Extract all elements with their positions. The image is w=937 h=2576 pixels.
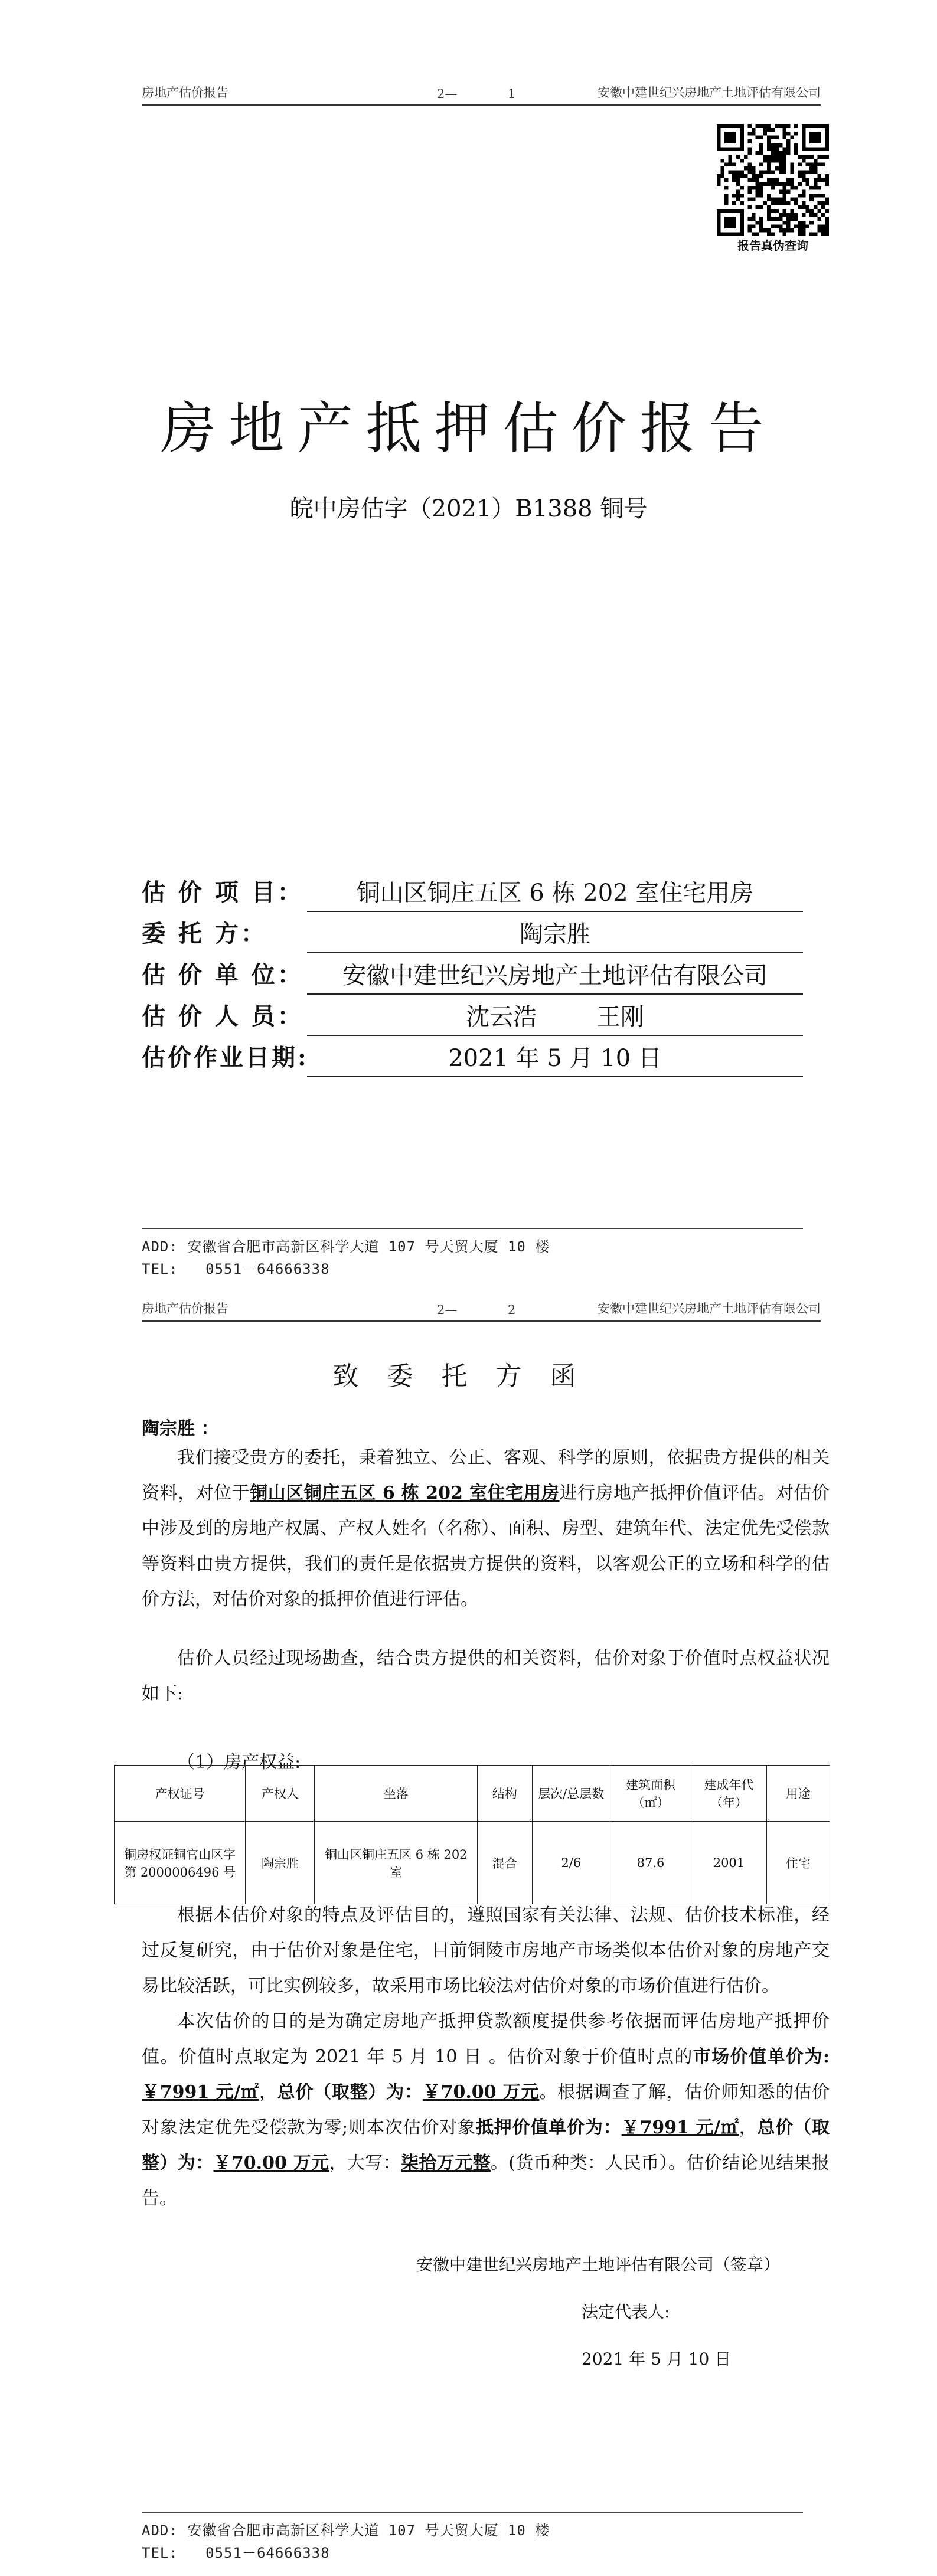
cell-structure: 混合: [478, 1822, 532, 1904]
conclusion-text: ，: [259, 2082, 277, 2103]
cell-floor: 2/6: [532, 1822, 610, 1904]
cell-area: 87.6: [610, 1822, 691, 1904]
conclusion-text: 本次估价的目的是为确定房地产抵押贷款额度提供参考依据而评估房地产抵押价值。价值时点取定为 2021 年 5 月 10 日 。估价对象于价值时点的: [142, 2011, 830, 2067]
footer-divider: [142, 1228, 803, 1229]
property-rights-table: [114, 1765, 830, 1904]
footer-phone: TEL: 0551－64666338: [142, 1261, 330, 1277]
header-report-name: 房地产估价报告: [142, 86, 228, 100]
market-unit-label: 市场价值单价为:: [693, 2047, 830, 2067]
info-value: 安徽中建世纪兴房地产土地评估有限公司: [307, 960, 803, 995]
property-address: 铜山区铜庄五区 6 栋 202 室住宅用房: [250, 1483, 560, 1503]
footer-phone: TEL: 0551－64666338: [142, 2545, 330, 2561]
qr-caption: 报告真伪查询: [737, 238, 808, 253]
letter-title: 致委托方函: [332, 1361, 605, 1391]
header-company: 安徽中建世纪兴房地产土地评估有限公司: [598, 1302, 821, 1316]
cell-year: 2001: [691, 1822, 766, 1904]
property-rights-label: （1）房产权益:: [177, 1752, 301, 1773]
info-row-date: [142, 1036, 803, 1077]
market-unit-price: ￥7991 元/㎡: [142, 2082, 259, 2103]
total-in-words: 柒拾万元整: [401, 2153, 491, 2173]
col-header: 结构: [478, 1766, 532, 1822]
cell-certificate-no: 铜房权证铜官山区字第 2000006496 号: [115, 1822, 246, 1904]
mortgage-unit-price: ￥7991 元/㎡: [621, 2117, 739, 2138]
header-page-prefix: 2—: [437, 1303, 458, 1317]
paragraph-conclusion: [142, 2004, 830, 2217]
mortgage-total-label: 总价（取整）为：: [142, 2117, 830, 2173]
mortgage-unit-label: 抵押价值单价为：: [475, 2117, 622, 2138]
signature-date: 2021 年 5 月 10 日: [582, 2349, 732, 2369]
header-page-number: 1: [508, 87, 516, 101]
info-row-client: [142, 912, 803, 953]
running-header: [142, 81, 821, 106]
info-label: 估 价 人 员：: [142, 1002, 303, 1030]
cell-location: 铜山区铜庄五区 6 栋 202 室: [315, 1822, 478, 1904]
col-header: 用途: [766, 1766, 830, 1822]
mortgage-total-price: ￥70.00 万元: [213, 2153, 329, 2173]
info-row-project: [142, 871, 803, 912]
col-header: 产权证号: [115, 1766, 246, 1822]
info-row-appraisers: [142, 995, 803, 1036]
running-header: [142, 1297, 821, 1322]
conclusion-text: 。(货币种类：人民币）。估价结论见结果报告。: [142, 2153, 830, 2209]
report-title: 房地产抵押估价报告: [160, 397, 777, 461]
col-header: 产权人: [246, 1766, 315, 1822]
info-value: 沈云浩 王刚: [307, 1002, 803, 1036]
market-total-price: ￥70.00 万元: [422, 2082, 540, 2103]
footer-address: ADD: 安徽省合肥市高新区科学大道 107 号天贸大厦 10 楼: [142, 2522, 550, 2539]
paragraph-method: 根据本估价对象的特点及评估目的，遵照国家有关法律、法规、估价技术标准，经过反复研究，由于估价对象是住宅，目前铜陵市房地产市场类似本估价对象的房地产交易比较活跃，可比实例较多，故采用市场比较法对估价对象的市场价值进行估价。: [142, 1905, 830, 1996]
signature-company: 安徽中建世纪兴房地产土地评估有限公司（签章）: [416, 2255, 781, 2274]
conclusion-text: 。根据调查了解，估价师知悉的估价对象法定优先受偿款为零;则本次估价对象: [142, 2082, 830, 2138]
salutation: 陶宗胜 ：: [142, 1418, 219, 1439]
header-report-name: 房地产估价报告: [142, 1302, 228, 1316]
info-label: 估 价 项 目：: [142, 878, 303, 906]
col-header: 层次/总层数: [532, 1766, 610, 1822]
info-label: 委 托 方：: [142, 920, 267, 947]
col-header: 建成年代（年）: [691, 1766, 766, 1822]
cell-usage: 住宅: [766, 1822, 830, 1904]
info-row-appraiser-unit: [142, 953, 803, 995]
col-header: 坐落: [315, 1766, 478, 1822]
para1-text-a: 我们接受贵方的委托，秉着独立、公正、客观、科学的原则，依据贵方提供的相关资料，对位于: [142, 1447, 830, 1503]
info-label: 估 价 单 位：: [142, 961, 303, 989]
para1-text-c: 进行房地产抵押价值评估。对估价中涉及到的房地产权属、产权人姓名（名称）、面积、房型、建筑年代、法定优先受偿款等资料由贵方提供，我们的责任是依据贵方提供的资料，以客观公正的立场和科学的估价方法，对估价对象的抵押价值进行评估。: [142, 1483, 830, 1610]
signature-representative: 法定代表人:: [582, 2302, 670, 2322]
footer-divider: [142, 2512, 803, 2513]
header-company: 安徽中建世纪兴房地产土地评估有限公司: [598, 86, 821, 100]
header-page-prefix: 2—: [437, 87, 458, 101]
footer-address: ADD: 安徽省合肥市高新区科学大道 107 号天贸大厦 10 楼: [142, 1238, 550, 1255]
info-value: 陶宗胜: [307, 919, 803, 953]
table-header-row: [115, 1766, 830, 1822]
info-label: 估价作业日期:: [142, 1044, 309, 1071]
cell-owner: 陶宗胜: [246, 1822, 315, 1904]
table-row: [115, 1822, 830, 1904]
col-header: 建筑面积（㎡）: [610, 1766, 691, 1822]
conclusion-text: ，大写：: [329, 2153, 401, 2173]
market-total-label: 总价（取整）为：: [277, 2082, 423, 2103]
info-value: 2021 年 5 月 10 日: [307, 1043, 803, 1077]
paragraph-survey: 估价人员经过现场勘查，结合贵方提供的相关资料，估价对象于价值时点权益状况如下:: [142, 1648, 830, 1704]
paragraph-entrustment: [142, 1440, 830, 1617]
conclusion-text: ，: [739, 2117, 758, 2138]
info-value: 铜山区铜庄五区 6 栋 202 室住宅用房: [307, 878, 803, 912]
report-number: 皖中房估字（2021）B1388 铜号: [289, 495, 648, 522]
header-page-number: 2: [508, 1303, 516, 1317]
qr-code-icon[interactable]: [717, 124, 829, 236]
